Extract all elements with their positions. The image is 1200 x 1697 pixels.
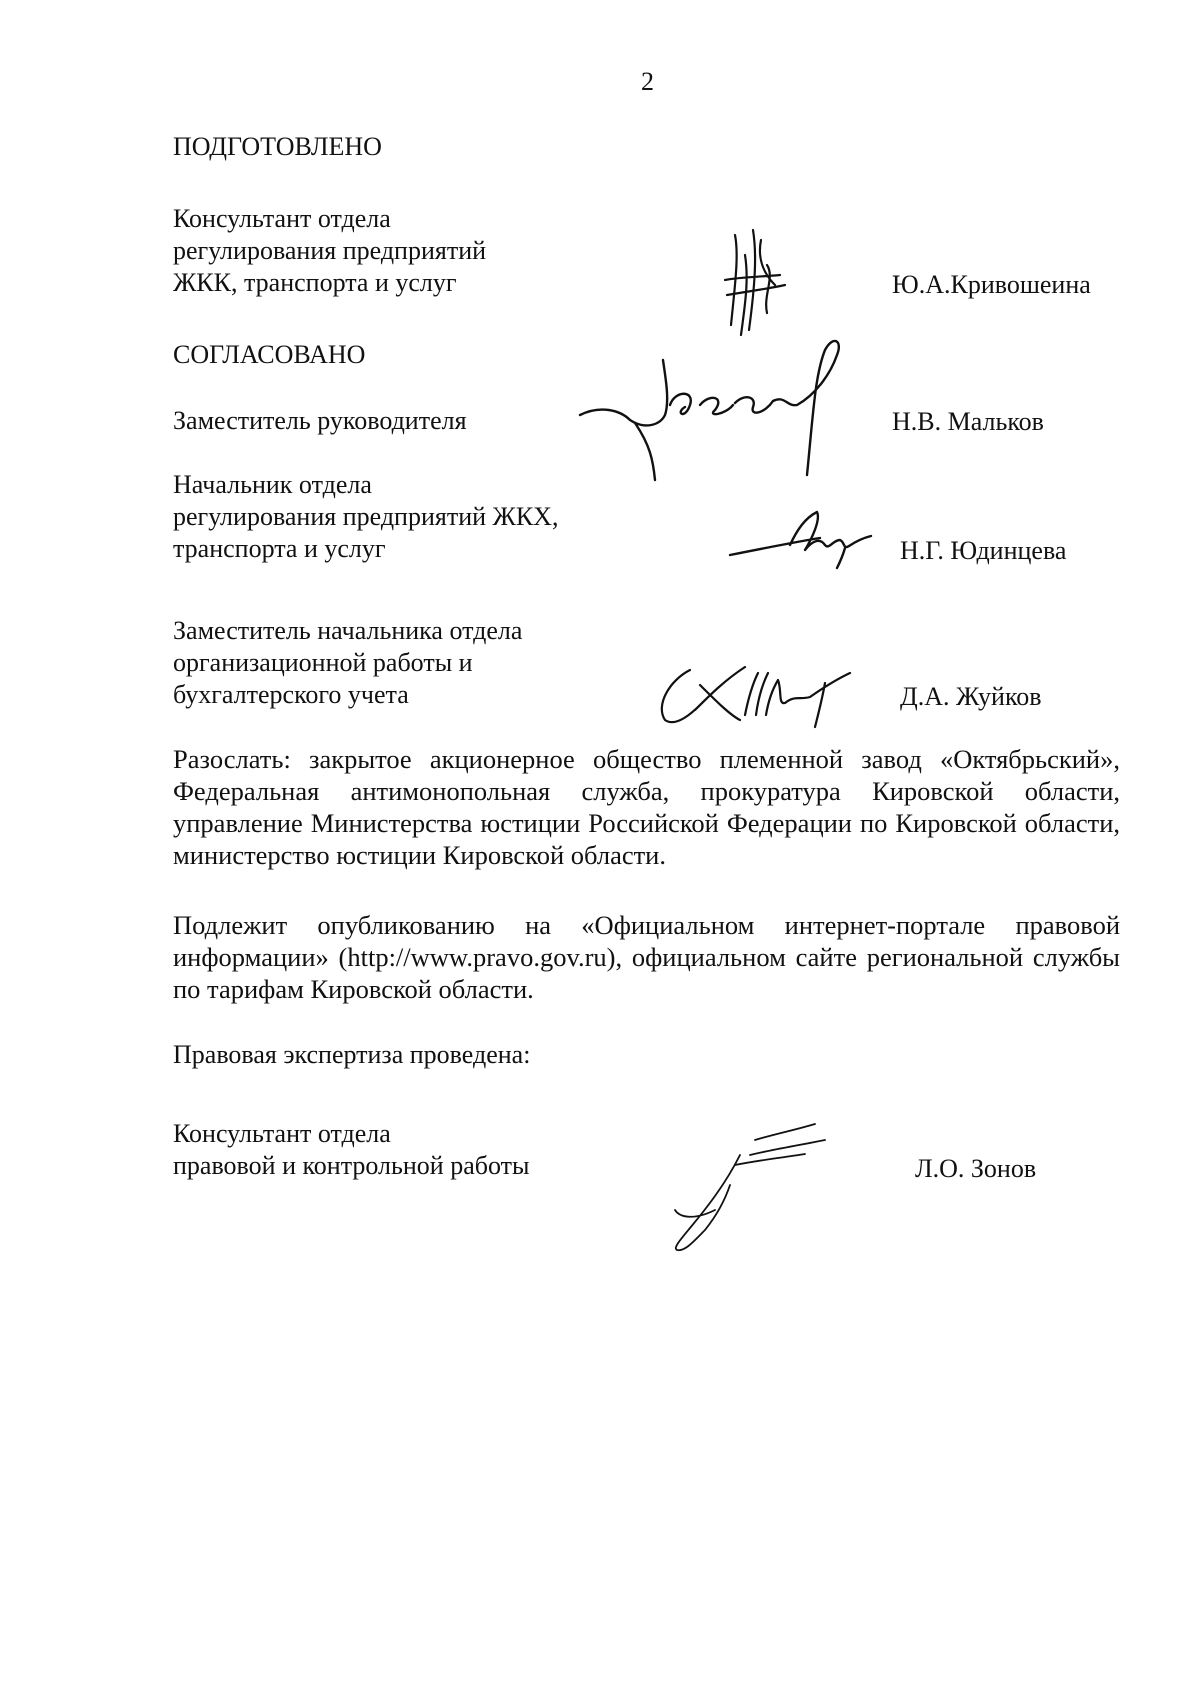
publication-paragraph: Подлежит опубликованию на «Официальном интернет-портале правовой информации» (http://www.pravo.gov.ru), официальном сайте региональной службы по тарифам Кировской области. [173, 910, 1120, 1004]
signer-name: Н.В. Мальков [892, 407, 1044, 436]
position-line: правовой и контрольной работы [173, 1151, 530, 1180]
page-number: 2 [641, 67, 654, 96]
signature-yudintseva [725, 510, 875, 570]
position-line: регулирования предприятий ЖКХ, [173, 502, 559, 531]
signature-krivosheina [705, 225, 815, 345]
agreed-heading: СОГЛАСОВАНО [173, 340, 366, 369]
signature-zonov [655, 1110, 830, 1255]
legal-review-heading: Правовая экспертиза проведена: [173, 1040, 531, 1069]
position-line: Начальник отдела [173, 470, 372, 499]
position-line: Консультант отдела [173, 1119, 391, 1148]
signer-name: Д.А. Жуйков [900, 682, 1042, 711]
signer-name: Н.Г. Юдинцева [900, 536, 1067, 565]
legal-review-position [173, 1118, 529, 1182]
distribution-paragraph: Разослать: закрытое акционерное общество племенной завод «Октябрьский», Федеральная антимонопольная служба, прокуратура Кировской области, управление Министерства юстиции Российской Федерации по Кировской области, министерство юстиции Кировской области. [173, 744, 1120, 870]
position-line: Заместитель руководителя [173, 406, 467, 435]
signature-zhuikov [650, 655, 860, 730]
prepared-name: Ю.А.Кривошеина [892, 270, 1091, 299]
signature-malkov [575, 335, 870, 485]
prepared-heading: ПОДГОТОВЛЕНО [173, 132, 382, 161]
position-line: ЖКК, транспорта и услуг [173, 268, 457, 297]
position-line: Консультант отдела [173, 204, 391, 233]
position-line: транспорта и услуг [173, 534, 386, 563]
position-line: Заместитель начальника отдела [173, 616, 523, 645]
position-line: бухгалтерского учета [173, 680, 409, 709]
signer-position [173, 469, 558, 565]
signer-position [173, 615, 522, 711]
prepared-position [173, 203, 486, 299]
position-line: организационной работы и [173, 648, 473, 677]
signer-position [173, 405, 467, 437]
legal-review-name: Л.О. Зонов [915, 1154, 1037, 1183]
position-line: регулирования предприятий [173, 236, 487, 265]
